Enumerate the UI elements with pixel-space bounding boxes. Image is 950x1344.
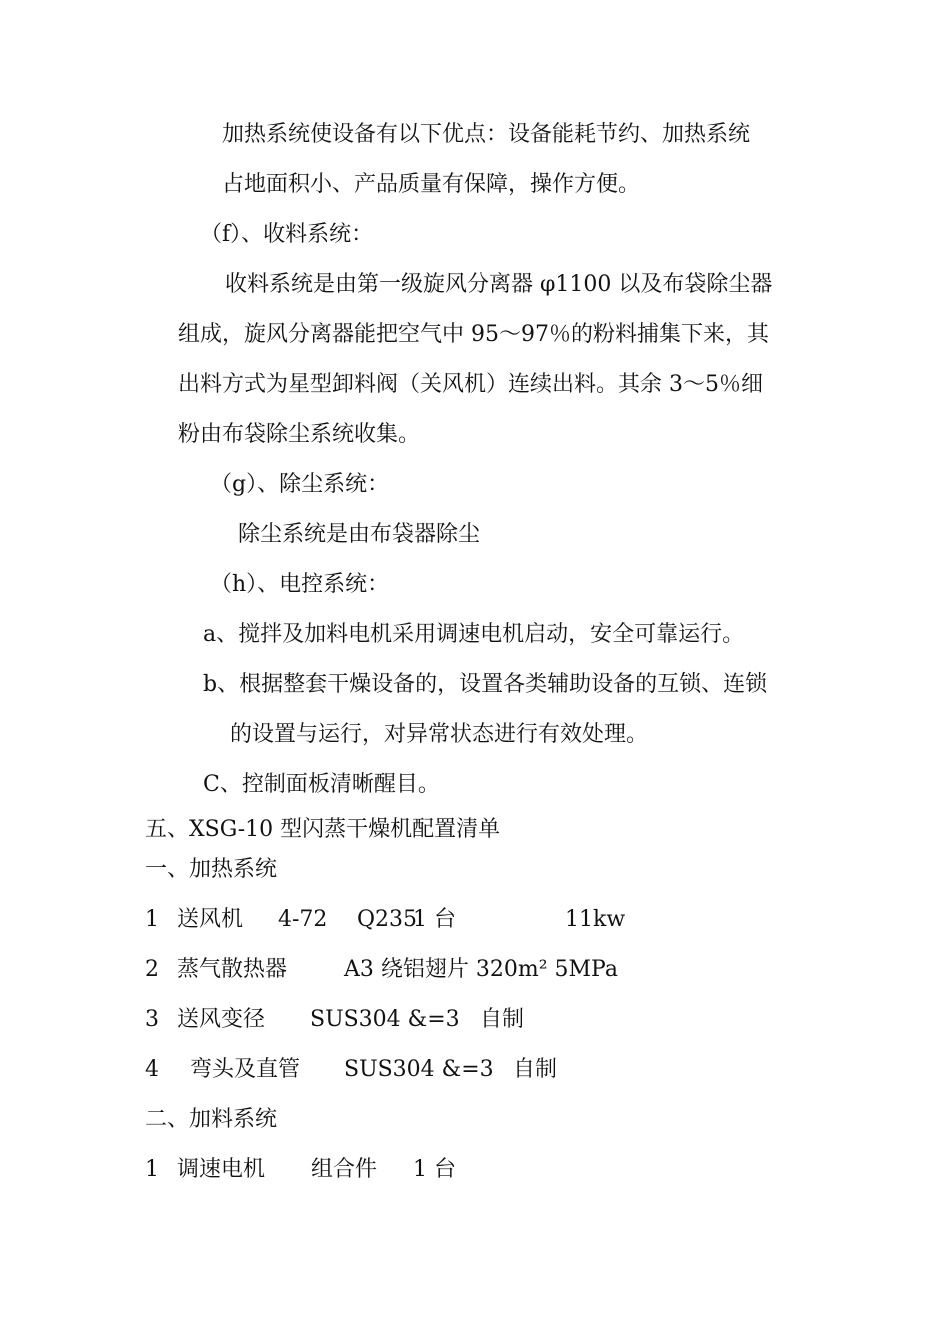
group-heading-feeding: 二、加料系统: [145, 1107, 278, 1132]
config-row: [145, 1055, 845, 1085]
item-spec: A3 绕铝翅片 320m² 5MPa: [344, 957, 618, 982]
item-spec: 4-72: [278, 907, 328, 932]
item-number: 1: [145, 907, 159, 932]
item-number: 3: [145, 1007, 159, 1032]
item-material: Q235: [357, 907, 418, 932]
list-item-a: a、搅拌及加料电机采用调速电机启动，安全可靠运行。: [203, 622, 745, 647]
paragraph-line: 加热系统使设备有以下优点：设备能耗节约、加热系统: [222, 122, 751, 147]
config-row: [145, 905, 845, 935]
list-item-b: b、根据整套干燥设备的，设置各类辅助设备的互锁、连锁: [203, 672, 768, 697]
item-note: 11kw: [565, 907, 626, 932]
paragraph-line: 占地面积小、产品质量有保障，操作方便。: [222, 172, 641, 197]
item-spec: SUS304 &=3: [310, 1007, 460, 1032]
config-row: [145, 955, 845, 985]
item-spec: SUS304 &=3: [344, 1057, 494, 1082]
section-heading-g: （g）、除尘系统：: [210, 472, 390, 497]
item-name: 送风变径: [177, 1007, 266, 1032]
item-name: 蒸气散热器: [177, 957, 288, 982]
item-number: 2: [145, 957, 159, 982]
item-spec: 组合件: [311, 1157, 378, 1182]
config-row: [145, 1155, 845, 1185]
item-name: 弯头及直管: [190, 1057, 301, 1082]
config-row: [145, 1005, 845, 1035]
config-list-title: 五、XSG-10 型闪蒸干燥机配置清单: [145, 817, 501, 842]
item-qty: 1 台: [413, 1157, 456, 1182]
item-number: 1: [145, 1157, 159, 1182]
item-qty: 1 台: [413, 907, 456, 932]
item-note: 自制: [480, 1007, 525, 1032]
paragraph-line: 出料方式为星型卸料阀（关风机）连续出料。其余 3～5％细: [178, 372, 763, 397]
item-note: 自制: [513, 1057, 558, 1082]
group-heading-heating: 一、加热系统: [145, 857, 278, 882]
list-item-b-continued: 的设置与运行，对异常状态进行有效处理。: [230, 722, 649, 747]
item-name: 送风机: [177, 907, 244, 932]
paragraph-line: 收料系统是由第一级旋风分离器 φ1100 以及布袋除尘器: [225, 272, 773, 297]
section-heading-h: （h）、电控系统：: [210, 572, 390, 597]
list-item-c: C、控制面板清晰醒目。: [203, 772, 440, 797]
paragraph-line: 组成，旋风分离器能把空气中 95～97％的粉料捕集下来，其: [178, 322, 769, 347]
item-name: 调速电机: [177, 1157, 266, 1182]
item-number: 4: [145, 1057, 159, 1082]
paragraph-line: 除尘系统是由布袋器除尘: [238, 522, 481, 547]
section-heading-f: （f）、收料系统：: [200, 222, 374, 247]
paragraph-line: 粉由布袋除尘系统收集。: [178, 422, 421, 447]
